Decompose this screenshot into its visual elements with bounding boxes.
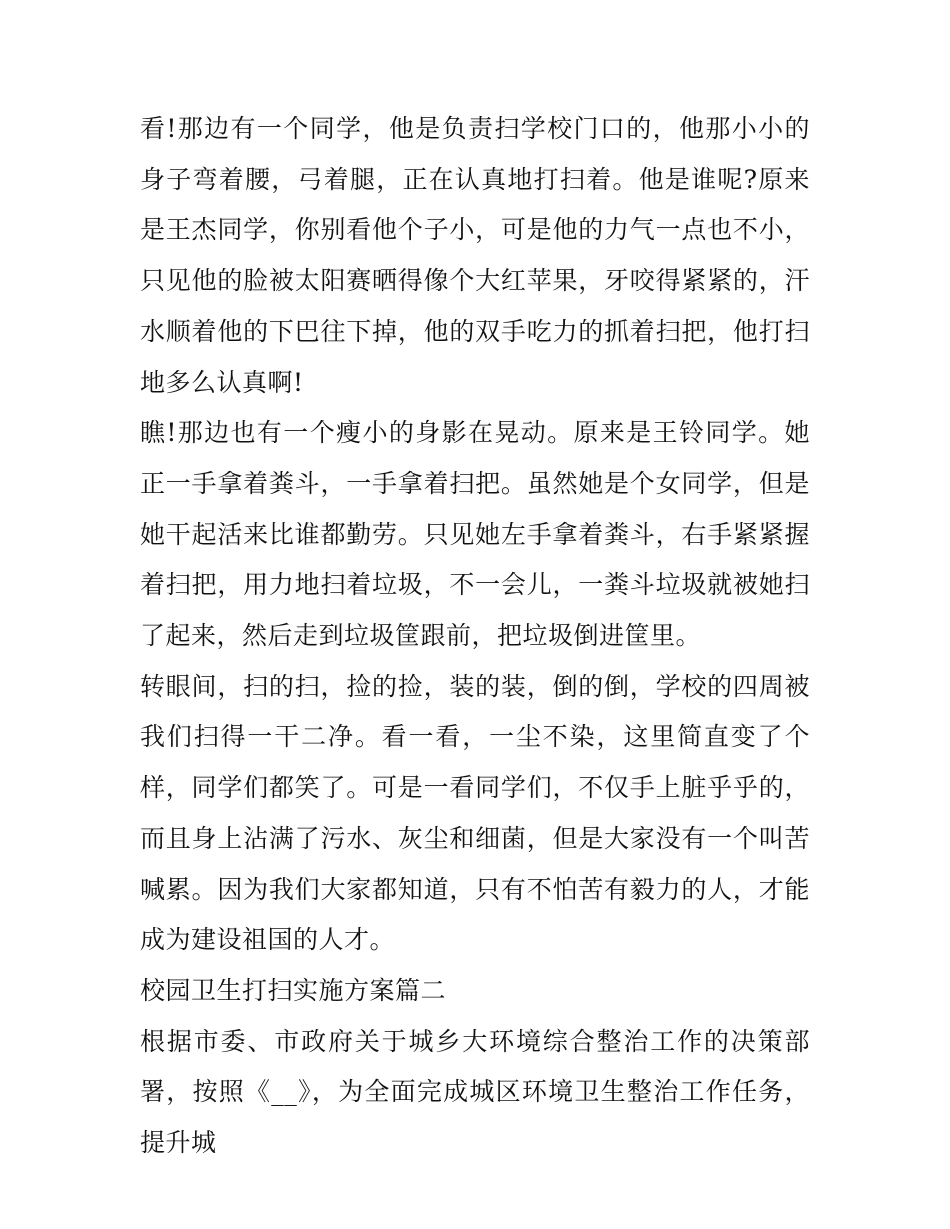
- paragraph-wang-jie: 看!那边有一个同学，他是负责扫学校门口的，他那小小的身子弯着腰，弓着腿，正在认真地打扫着。他是谁呢?原来是王杰同学，你别看他个子小，可是他的力气一点也不小，只见他的脸被太阳赛晒得像个大红苹果，牙咬得紧紧的，汗水顺着他的下巴往下掉，他的双手吃力的抓着扫把，他打扫地多么认真啊!: [140, 114, 810, 397]
- paragraph-clean-result: 转眼间，扫的扫，捡的捡，装的装，倒的倒，学校的四周被我们扫得一干二净。看一看，一尘不染，这里简直变了个样，同学们都笑了。可是一看同学们，不仅手上脏乎乎的，而且身上沾满了污水、灰尘和细菌，但是大家没有一个叫苦喊累。因为我们大家都知道，只有不怕苦有毅力的人，才能成为建设祖国的人才。: [140, 671, 810, 955]
- paragraph-plan-intro: 根据市委、市政府关于城乡大环境综合整治工作的决策部署，按照《__》，为全面完成城区环境卫生整治工作任务，提升城: [140, 1026, 810, 1158]
- document-body: [140, 104, 810, 1169]
- section-heading: 校园卫生打扫实施方案篇二: [140, 975, 447, 1005]
- paragraph-wang-ling: 瞧!那边也有一个瘦小的身影在晃动。原来是王铃同学。她正一手拿着粪斗，一手拿着扫把。虽然她是个女同学，但是她干起活来比谁都勤劳。只见她左手拿着粪斗，右手紧紧握着扫把，用力地扫着垃圾，不一会儿，一粪斗垃圾就被她扫了起来，然后走到垃圾筐跟前，把垃圾倒进筐里。: [140, 418, 810, 651]
